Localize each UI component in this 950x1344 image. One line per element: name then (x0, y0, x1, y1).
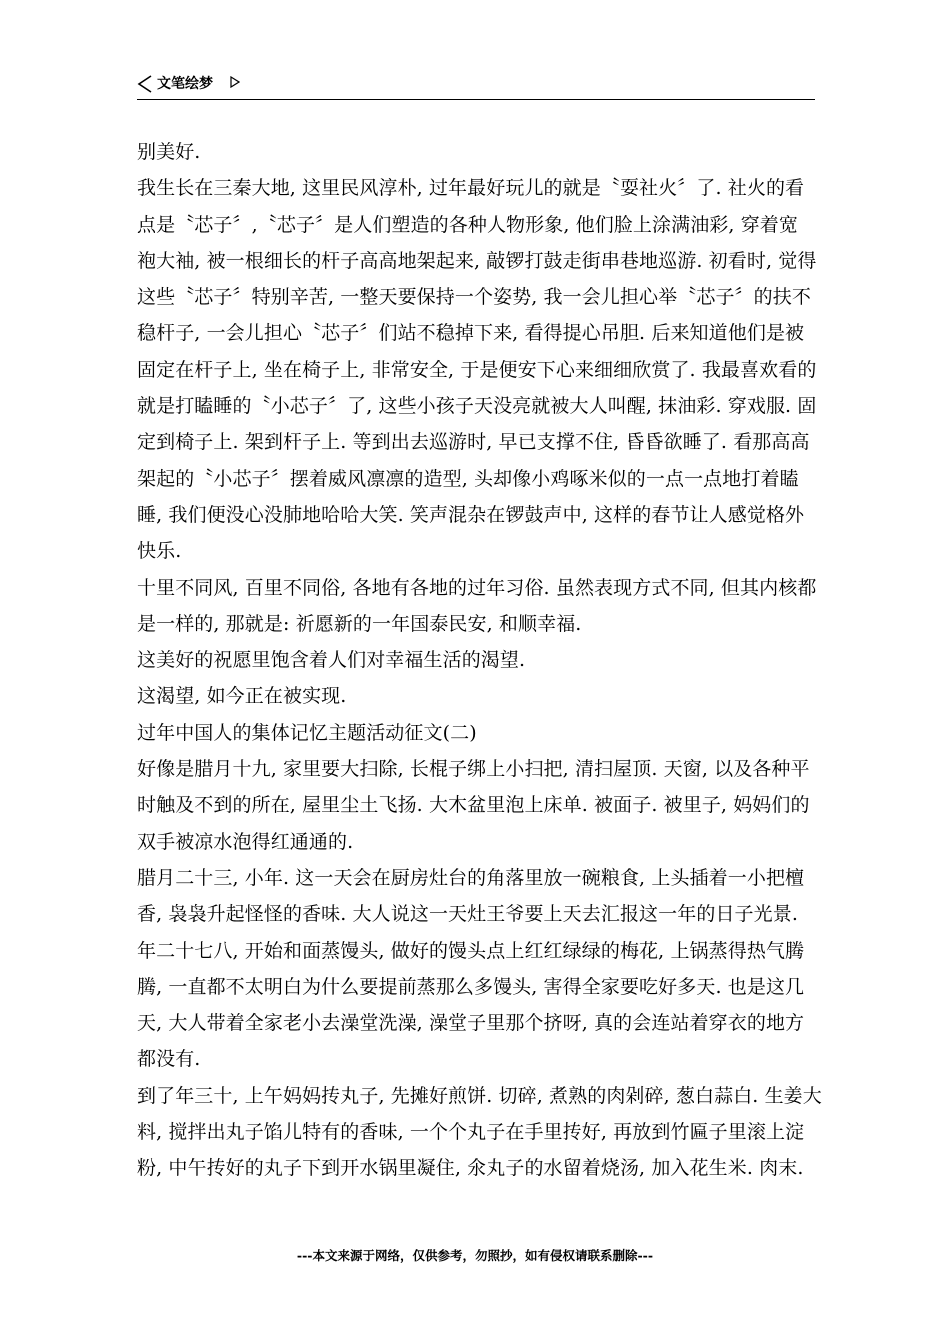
text-line: 天, 大人带着全家老小去澡堂洗澡, 澡堂子里那个挤呀, 真的会连站着穿衣的地方 (137, 1012, 805, 1035)
text-line: 稳杆子, 一会儿担心〝芯子〞们站不稳掉下来, 看得提心吊胆. 后来知道他们是被 (137, 322, 805, 345)
text-line: 都没有. (137, 1048, 201, 1071)
text-line: 腊月二十三, 小年. 这一天会在厨房灶台的角落里放一碗粮食, 上头插着一小把檀 (137, 866, 805, 889)
text-line: 架起的〝小芯子〞摆着威风凛凛的造型, 头却像小鸡啄米似的一点一点地打着瞌 (137, 467, 799, 490)
text-line: 袍大袖, 被一根细长的杆子高高地架起来, 敲锣打鼓走街串巷地巡游. 初看时, 觉得 (137, 249, 817, 272)
text-line: 别美好. (137, 141, 201, 163)
text-line: 就是打瞌睡的〝小芯子〞了, 这些小孩子天没亮就被大人叫醒, 抹油彩. 穿戏服. 固 (137, 395, 817, 418)
text-line: 这美好的祝愿里饱含着人们对幸福生活的渴望. (137, 649, 526, 672)
triangle-left-outline-icon (137, 75, 153, 93)
text-line: 定到椅子上. 架到杆子上. 等到出去巡游时, 早已支撑不住, 昏昏欲睡了. 看那高高 (137, 431, 810, 454)
text-line: 粉, 中午抟好的丸子下到开水锅里凝住, 氽丸子的水留着烧汤, 加入花生米. 肉末. (137, 1157, 804, 1180)
text-line: 双手被凉水泡得红通通的. (137, 830, 354, 853)
triangle-right-outline-icon (230, 76, 240, 88)
text-line: 这些〝芯子〞特别辛苦, 一整天要保持一个姿势, 我一会儿担心举〝芯子〞的扶不 (137, 286, 811, 309)
text-line: 是一样的, 那就是: 祈愿新的一年国泰民安, 和顺幸福. (137, 612, 582, 635)
text-line: 年二十七八, 开始和面蒸馒头, 做好的馒头点上红红绿绿的梅花, 上锅蒸得热气腾 (137, 939, 805, 962)
text-line: 固定在杆子上, 坐在椅子上, 非常安全, 于是便安下心来细细欣赏了. 我最喜欢看的 (137, 358, 817, 381)
header-title: 文笔绘梦 (157, 76, 213, 92)
text-line: 睡, 我们便没心没肺地哈哈大笑. 笑声混杂在锣鼓声中, 这样的春节让人感觉格外 (137, 503, 805, 526)
document-body (137, 134, 822, 1187)
text-line: 快乐. (137, 540, 182, 563)
page-header (137, 73, 815, 100)
text-line: 我生长在三秦大地, 这里民风淳朴, 过年最好玩儿的就是〝耍社火〞了. 社火的看 (137, 177, 805, 200)
text-line: 到了年三十, 上午妈妈抟丸子, 先摊好煎饼. 切碎, 煮熟的肉剁碎, 葱白蒜白. 生姜大 (137, 1084, 822, 1107)
text-line: 香, 袅袅升起怪怪的香味. 大人说这一天灶王爷要上天去汇报这一年的日子光景. (137, 903, 798, 926)
footer-disclaimer: ---本文来源于网络，仅供参考，勿照抄，如有侵权请联系删除--- (296, 1248, 654, 1263)
section-title: 过年中国人的集体记忆主题活动征文(二) (137, 721, 477, 744)
text-line: 十里不同风, 百里不同俗, 各地有各地的过年习俗. 虽然表现方式不同, 但其内核都 (137, 576, 817, 599)
text-line: 时触及不到的所在, 屋里尘土飞扬. 大木盆里泡上床单. 被面子. 被里子, 妈妈们的 (137, 794, 810, 817)
text-line: 料, 搅拌出丸子馅儿特有的香味, 一个个丸子在手里抟好, 再放到竹匾子里滚上淀 (137, 1121, 805, 1144)
text-line: 好像是腊月十九, 家里要大扫除, 长棍子绑上小扫把, 清扫屋顶. 天窗, 以及各种平 (137, 758, 810, 781)
text-line: 这渴望, 如今正在被实现. (137, 685, 347, 708)
text-line: 腾, 一直都不太明白为什么要提前蒸那么多馒头, 害得全家要吃好多天. 也是这几 (137, 975, 805, 998)
text-line: 点是〝芯子〞,〝芯子〞是人们塑造的各种人物形象, 他们脸上涂满油彩, 穿着宽 (137, 213, 798, 236)
